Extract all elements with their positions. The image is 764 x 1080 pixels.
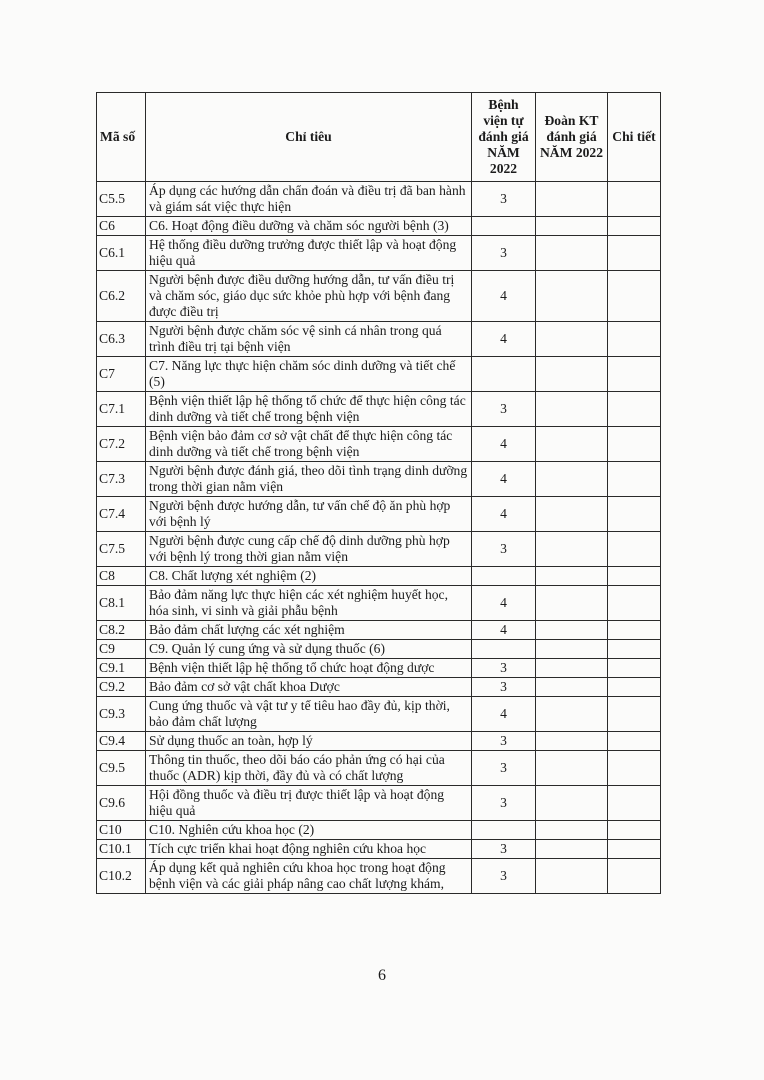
table-row xyxy=(97,322,661,357)
row-code: C9.2 xyxy=(97,678,146,697)
row-team-score xyxy=(536,271,608,322)
table-header-row xyxy=(97,93,661,182)
row-code: C9.6 xyxy=(97,786,146,821)
table-row xyxy=(97,821,661,840)
row-criteria: C6. Hoạt động điều dưỡng và chăm sóc người bệnh (3) xyxy=(146,217,472,236)
row-detail xyxy=(608,357,661,392)
row-code: C9.5 xyxy=(97,751,146,786)
header-code: Mã số xyxy=(97,93,146,182)
row-self-score xyxy=(472,357,536,392)
row-detail xyxy=(608,621,661,640)
row-self-score: 3 xyxy=(472,751,536,786)
row-team-score xyxy=(536,678,608,697)
row-self-score: 3 xyxy=(472,678,536,697)
row-team-score xyxy=(536,732,608,751)
row-self-score: 4 xyxy=(472,497,536,532)
row-code: C7.1 xyxy=(97,392,146,427)
row-criteria: Hội đồng thuốc và điều trị được thiết lập và hoạt động hiệu quả xyxy=(146,786,472,821)
row-detail xyxy=(608,392,661,427)
row-self-score: 4 xyxy=(472,462,536,497)
row-team-score xyxy=(536,821,608,840)
row-criteria: C9. Quản lý cung ứng và sử dụng thuốc (6) xyxy=(146,640,472,659)
table-row xyxy=(97,751,661,786)
row-criteria: Áp dụng các hướng dẫn chẩn đoán và điều trị đã ban hành và giám sát việc thực hiện xyxy=(146,182,472,217)
header-detail: Chi tiết xyxy=(608,93,661,182)
row-criteria: C7. Năng lực thực hiện chăm sóc dinh dưỡng và tiết chế (5) xyxy=(146,357,472,392)
row-criteria: Cung ứng thuốc và vật tư y tế tiêu hao đầy đủ, kịp thời, bảo đảm chất lượng xyxy=(146,697,472,732)
row-team-score xyxy=(536,462,608,497)
row-team-score xyxy=(536,497,608,532)
row-detail xyxy=(608,640,661,659)
row-self-score: 4 xyxy=(472,427,536,462)
table-row xyxy=(97,392,661,427)
row-team-score xyxy=(536,236,608,271)
row-detail xyxy=(608,462,661,497)
row-criteria: Sử dụng thuốc an toàn, hợp lý xyxy=(146,732,472,751)
row-team-score xyxy=(536,840,608,859)
row-detail xyxy=(608,586,661,621)
row-self-score xyxy=(472,821,536,840)
row-detail xyxy=(608,427,661,462)
row-detail xyxy=(608,697,661,732)
row-code: C5.5 xyxy=(97,182,146,217)
row-criteria: Người bệnh được hướng dẫn, tư vấn chế độ ăn phù hợp với bệnh lý xyxy=(146,497,472,532)
row-criteria: Bệnh viện bảo đảm cơ sở vật chất để thực hiện công tác dinh dưỡng và tiết chế trong bệnh viện xyxy=(146,427,472,462)
row-code: C6.3 xyxy=(97,322,146,357)
row-team-score xyxy=(536,786,608,821)
header-criteria: Chỉ tiêu xyxy=(146,93,472,182)
table-row xyxy=(97,586,661,621)
row-self-score xyxy=(472,567,536,586)
row-team-score xyxy=(536,322,608,357)
row-detail xyxy=(608,532,661,567)
row-detail xyxy=(608,236,661,271)
row-detail xyxy=(608,567,661,586)
table-row xyxy=(97,659,661,678)
table-row xyxy=(97,840,661,859)
row-criteria: Áp dụng kết quả nghiên cứu khoa học trong hoạt động bệnh viện và các giải pháp nâng cao chất lượng khám, xyxy=(146,859,472,894)
row-self-score: 4 xyxy=(472,621,536,640)
row-code: C9.1 xyxy=(97,659,146,678)
row-self-score: 3 xyxy=(472,732,536,751)
row-detail xyxy=(608,859,661,894)
row-self-score: 3 xyxy=(472,840,536,859)
row-team-score xyxy=(536,427,608,462)
row-self-score: 3 xyxy=(472,859,536,894)
row-detail xyxy=(608,322,661,357)
row-self-score: 4 xyxy=(472,271,536,322)
row-detail xyxy=(608,497,661,532)
row-criteria: Tích cực triển khai hoạt động nghiên cứu khoa học xyxy=(146,840,472,859)
row-code: C6 xyxy=(97,217,146,236)
row-self-score: 3 xyxy=(472,532,536,567)
header-self-assessment: Bệnh viện tự đánh giá NĂM 2022 xyxy=(472,93,536,182)
row-self-score: 3 xyxy=(472,236,536,271)
row-code: C6.1 xyxy=(97,236,146,271)
row-team-score xyxy=(536,392,608,427)
table-row xyxy=(97,427,661,462)
table-row xyxy=(97,640,661,659)
table-row xyxy=(97,182,661,217)
row-code: C7.3 xyxy=(97,462,146,497)
row-detail xyxy=(608,678,661,697)
row-self-score: 4 xyxy=(472,697,536,732)
row-criteria: Bệnh viện thiết lập hệ thống tổ chức hoạt động dược xyxy=(146,659,472,678)
row-code: C9.4 xyxy=(97,732,146,751)
row-detail xyxy=(608,271,661,322)
row-detail xyxy=(608,732,661,751)
row-team-score xyxy=(536,659,608,678)
table-row xyxy=(97,462,661,497)
page-number: 6 xyxy=(378,967,386,984)
row-team-score xyxy=(536,567,608,586)
row-criteria: Bảo đảm cơ sở vật chất khoa Dược xyxy=(146,678,472,697)
table-row xyxy=(97,859,661,894)
row-code: C7.5 xyxy=(97,532,146,567)
header-team-assessment: Đoàn KT đánh giá NĂM 2022 xyxy=(536,93,608,182)
table-row xyxy=(97,532,661,567)
row-criteria: Người bệnh được chăm sóc vệ sinh cá nhân trong quá trình điều trị tại bệnh viện xyxy=(146,322,472,357)
row-self-score xyxy=(472,640,536,659)
row-team-score xyxy=(536,586,608,621)
table-row xyxy=(97,271,661,322)
row-code: C7 xyxy=(97,357,146,392)
row-detail xyxy=(608,217,661,236)
row-self-score: 4 xyxy=(472,322,536,357)
table-row xyxy=(97,567,661,586)
table-row xyxy=(97,357,661,392)
table-row xyxy=(97,732,661,751)
row-self-score: 3 xyxy=(472,392,536,427)
table-row xyxy=(97,621,661,640)
row-team-score xyxy=(536,640,608,659)
row-team-score xyxy=(536,751,608,786)
table-row xyxy=(97,697,661,732)
row-detail xyxy=(608,786,661,821)
table-row xyxy=(97,497,661,532)
table-row xyxy=(97,236,661,271)
row-criteria: Người bệnh được đánh giá, theo dõi tình trạng dinh dưỡng trong thời gian nằm viện xyxy=(146,462,472,497)
row-self-score: 3 xyxy=(472,659,536,678)
row-code: C9 xyxy=(97,640,146,659)
row-criteria: Bảo đảm năng lực thực hiện các xét nghiệm huyết học, hóa sinh, vi sinh và giải phẫu bệnh xyxy=(146,586,472,621)
row-criteria: Người bệnh được cung cấp chế độ dinh dưỡng phù hợp với bệnh lý trong thời gian nằm viện xyxy=(146,532,472,567)
row-detail xyxy=(608,751,661,786)
row-team-score xyxy=(536,697,608,732)
row-code: C7.2 xyxy=(97,427,146,462)
row-code: C7.4 xyxy=(97,497,146,532)
row-code: C10.2 xyxy=(97,859,146,894)
row-team-score xyxy=(536,357,608,392)
row-team-score xyxy=(536,532,608,567)
table-row xyxy=(97,217,661,236)
row-code: C10 xyxy=(97,821,146,840)
row-criteria: Bệnh viện thiết lập hệ thống tổ chức để thực hiện công tác dinh dưỡng và tiết chế trong bệnh viện xyxy=(146,392,472,427)
row-detail xyxy=(608,659,661,678)
row-code: C9.3 xyxy=(97,697,146,732)
row-criteria: Thông tin thuốc, theo dõi báo cáo phản ứng có hại của thuốc (ADR) kịp thời, đầy đủ và có chất lượng xyxy=(146,751,472,786)
row-self-score xyxy=(472,217,536,236)
row-detail xyxy=(608,821,661,840)
row-code: C8 xyxy=(97,567,146,586)
row-code: C6.2 xyxy=(97,271,146,322)
row-criteria: C10. Nghiên cứu khoa học (2) xyxy=(146,821,472,840)
row-team-score xyxy=(536,217,608,236)
row-code: C8.2 xyxy=(97,621,146,640)
row-criteria: Bảo đảm chất lượng các xét nghiệm xyxy=(146,621,472,640)
row-self-score: 3 xyxy=(472,182,536,217)
row-detail xyxy=(608,840,661,859)
row-self-score: 4 xyxy=(472,586,536,621)
row-detail xyxy=(608,182,661,217)
row-code: C8.1 xyxy=(97,586,146,621)
criteria-table xyxy=(96,92,661,894)
row-team-score xyxy=(536,621,608,640)
row-code: C10.1 xyxy=(97,840,146,859)
table-row xyxy=(97,786,661,821)
row-criteria: C8. Chất lượng xét nghiệm (2) xyxy=(146,567,472,586)
row-team-score xyxy=(536,182,608,217)
row-criteria: Người bệnh được điều dưỡng hướng dẫn, tư vấn điều trị và chăm sóc, giáo dục sức khỏe phù hợp với bệnh đang được điều trị xyxy=(146,271,472,322)
row-self-score: 3 xyxy=(472,786,536,821)
table-row xyxy=(97,678,661,697)
row-criteria: Hệ thống điều dưỡng trưởng được thiết lập và hoạt động hiệu quả xyxy=(146,236,472,271)
row-team-score xyxy=(536,859,608,894)
